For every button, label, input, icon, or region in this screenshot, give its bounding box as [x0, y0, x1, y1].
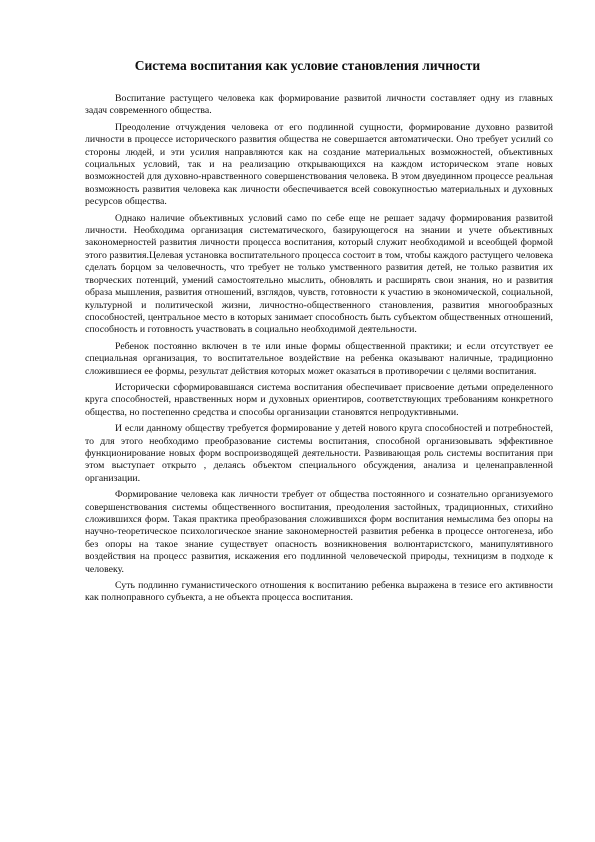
paragraph-8: Суть подлинно гуманистического отношения к воспитанию ребенка выражена в тезисе его активности как полноправного субъекта, а не объекта процесса воспитания. [85, 580, 553, 604]
paragraph-1: Воспитание растущего человека как формирование развитой личности составляет одну из главных задач современного общества. [85, 93, 553, 117]
document-body [85, 93, 553, 609]
paragraph-5: Исторически сформировавшаяся система воспитания обеспечивает присвоение детьми определенного круга способностей, нравственных норм и духовных ориентиров, соответствующих требованиям конкретного общества, но постепенно средства и способы организации становятся непродуктивными. [85, 381, 553, 418]
paragraph-4: Ребенок постоянно включен в те или иные формы общественной практики; и если отсутствует ее специальная организация, то воспитательное воздействие на ребенка оказывают наличные, традиционно сложившиеся ее формы, результат действия которых может оказаться в противоречии с целями воспитания. [85, 340, 553, 377]
paragraph-2: Преодоление отчуждения человека от его подлинной сущности, формирование духовно развитой личности в процессе исторического развития общества не совершается автоматически. Оно требует усилий со стороны людей, и эти усилия направляются как на создание материальных возможностей, объективных социальных условий, так и на реализацию открывающихся на каждом историческом этапе новых возможностей для духовно-нравственного совершенствования человека. В этом двуединном процессе реальная возможность развития человека как личности обеспечивается всей совокупностью материальных и духовных ресурсов общества. [85, 121, 553, 208]
paragraph-7: Формирование человека как личности требует от общества постоянного и сознательно организуемого совершенствования системы общественного воспитания, преодоления застойных, традиционных, стихийно сложившихся форм. Такая практика преобразования сложившихся форм воспитания немыслима без опоры на научно-теоретическое психологическое знание закономерностей развития ребенка в процессе онтогенеза, ибо без опоры на такое знание существует опасность возникновения волюнтаристского, манипулятивного воздействия на процесс развития, искажения его подлинной человеческой природы, техницизм в подходе к человеку. [85, 489, 553, 575]
paragraph-3: Однако наличие объективных условий само по себе еще не решает задачу формирования развитой личности. Необходима организация систематического, базирующегося на знании и учете объективных закономерностей развития личности процесса воспитания, который служит необходимой и всеобщей формой этого развития.Целевая установка воспитательного процесса состоит в том, чтобы каждого растущего человека сделать борцом за человечность, что требует не только умственного развития детей, не только развития их творческих потенций, умений самостоятельно мыслить, обновлять и расширять свои знания, но и развития образа мышления, развития отношений, взглядов, чувств, готовности к участию в экономической, социальной, культурной и политической жизни, личностно-общественного становления, развития многообразных способностей, центральное место в которых занимает способность быть субъектом общественных отношений, способность и готовность участвовать в социально необходимой деятельности. [85, 212, 553, 336]
paragraph-6: И если данному обществу требуется формирование у детей нового круга способностей и потребностей, то для этого необходимо преобразование системы воспитания, способной организовывать эффективное функционирование новых форм воспроизводящей деятельности. Развивающая роль системы воспитания при этом выступает открыто , делаясь объектом специального обсуждения, анализа и целенаправленной организации. [85, 423, 553, 484]
document-title: Система воспитания как условие становления личности [134, 58, 481, 73]
